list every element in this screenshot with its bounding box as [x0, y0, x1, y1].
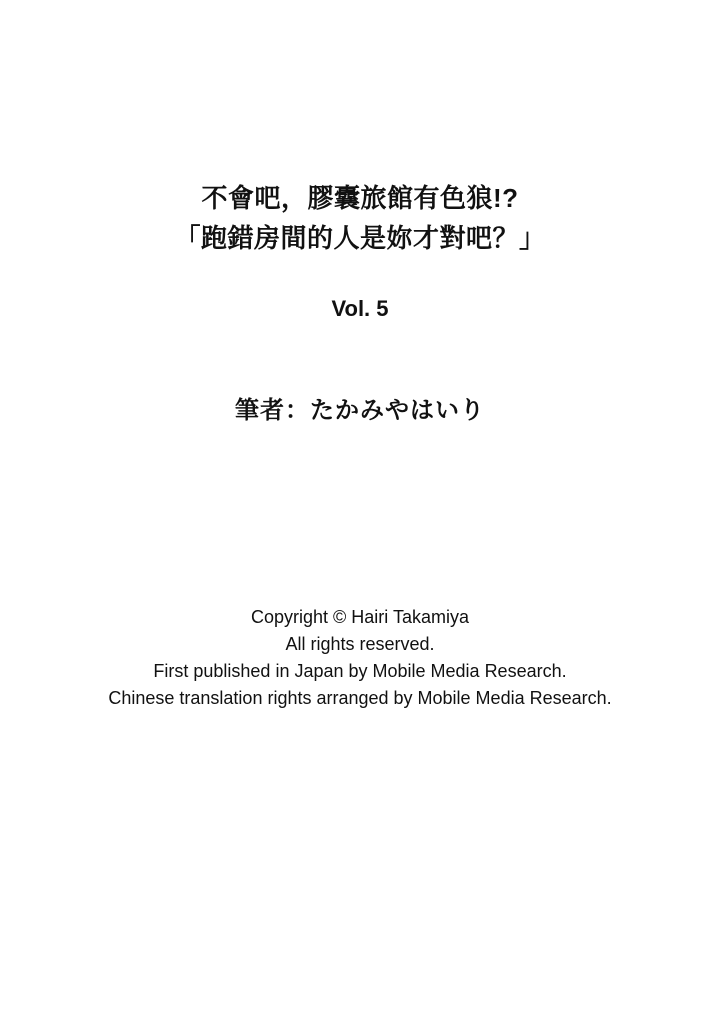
title-line-2: 「跑錯房間的人是妳才對吧？」	[174, 223, 546, 253]
page-title	[0, 178, 720, 258]
copyright-block	[0, 604, 720, 712]
copyright-line-4: Chinese translation rights arranged by Mobile Media Research.	[108, 688, 612, 708]
volume-label: Vol. 5	[331, 296, 389, 321]
copyright-line-1: Copyright © Hairi Takamiya	[250, 607, 469, 627]
copyright-line-3: First published in Japan by Mobile Media Research.	[153, 661, 567, 681]
copyright-line-2: All rights reserved.	[285, 634, 435, 654]
author-label: 筆者：たかみやはいり	[235, 397, 485, 424]
title-line-1: 不會吧，膠囊旅館有色狼!?	[201, 183, 519, 213]
